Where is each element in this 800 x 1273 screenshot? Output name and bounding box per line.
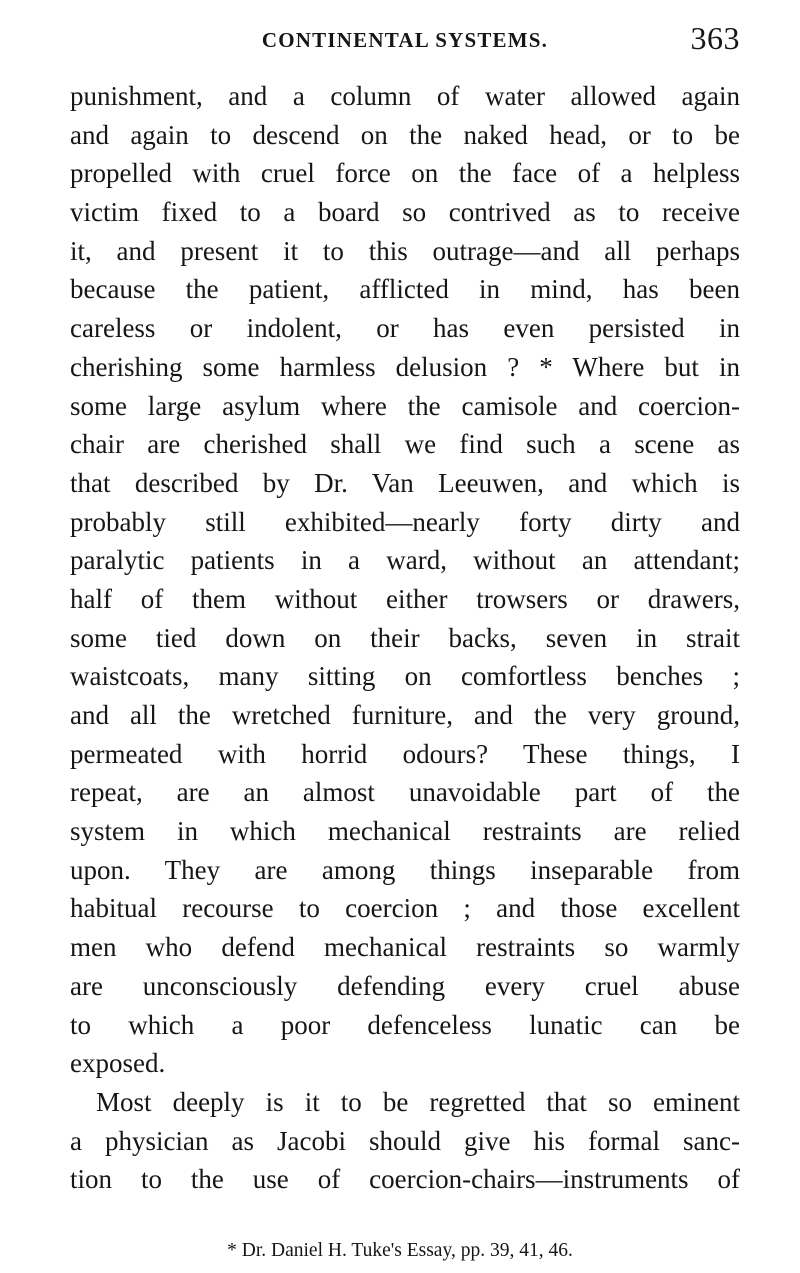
text-line: cherishing some harmless delusion ? * Where but in [70,351,740,382]
text-line: habitual recourse to coercion ; and those excellent [70,893,740,924]
text-line: system in which mechanical restraints are relied [70,816,740,847]
text-line: that described by Dr. Van Leeuwen, and which is [70,467,740,498]
text-line: punishment, and a column of water allowed again [70,81,740,111]
text-line: because the patient, afflicted in mind, has been [70,274,740,305]
text-line: upon. They are among things inseparable from [70,854,740,885]
text-line: careless or indolent, or has even persisted in [70,313,740,344]
body-text [70,77,740,1199]
text-line: paralytic patients in a ward, without an attendant; [70,545,740,576]
footnote: * Dr. Daniel H. Tuke's Essay, pp. 39, 41, 46. [227,1240,573,1261]
text-line: permeated with horrid odours? These things, I [70,738,740,769]
text-line: some large asylum where the camisole and coercion- [70,390,740,421]
text-line: and again to descend on the naked head, or to be [70,119,740,150]
text-line: a physician as Jacobi should give his formal sanc- [70,1125,740,1156]
text-line: chair are cherished shall we find such a scene as [70,429,740,460]
running-title: CONTINENTAL SYSTEMS. [261,28,549,52]
text-line: tion to the use of coercion-chairs—instruments of [70,1164,740,1195]
text-line: probably still exhibited—nearly forty dirty and [70,506,740,537]
text-line: some tied down on their backs, seven in strait [70,622,740,653]
text-line: are unconsciously defending every cruel abuse [70,970,740,1001]
text-line: it, and present it to this outrage—and all perhaps [70,235,740,266]
text-line: victim fixed to a board so contrived as to receive [70,197,740,228]
page-number: 363 [690,20,740,56]
text-line: half of them without either trowsers or drawers, [70,583,740,614]
paragraph-start-line: Most deeply is it to be regretted that so eminent [96,1086,740,1117]
text-line: repeat, are an almost unavoidable part of the [70,777,740,808]
text-line: waistcoats, many sitting on comfortless benches ; [70,661,740,692]
text-line: men who defend mechanical restraints so warmly [70,932,740,963]
text-line: propelled with cruel force on the face of a helpless [70,158,740,189]
text-line: to which a poor defenceless lunatic can be [70,1009,740,1040]
text-line: and all the wretched furniture, and the very ground, [70,700,740,730]
paragraph-end-line: exposed. [70,1048,166,1079]
running-head [70,20,740,68]
